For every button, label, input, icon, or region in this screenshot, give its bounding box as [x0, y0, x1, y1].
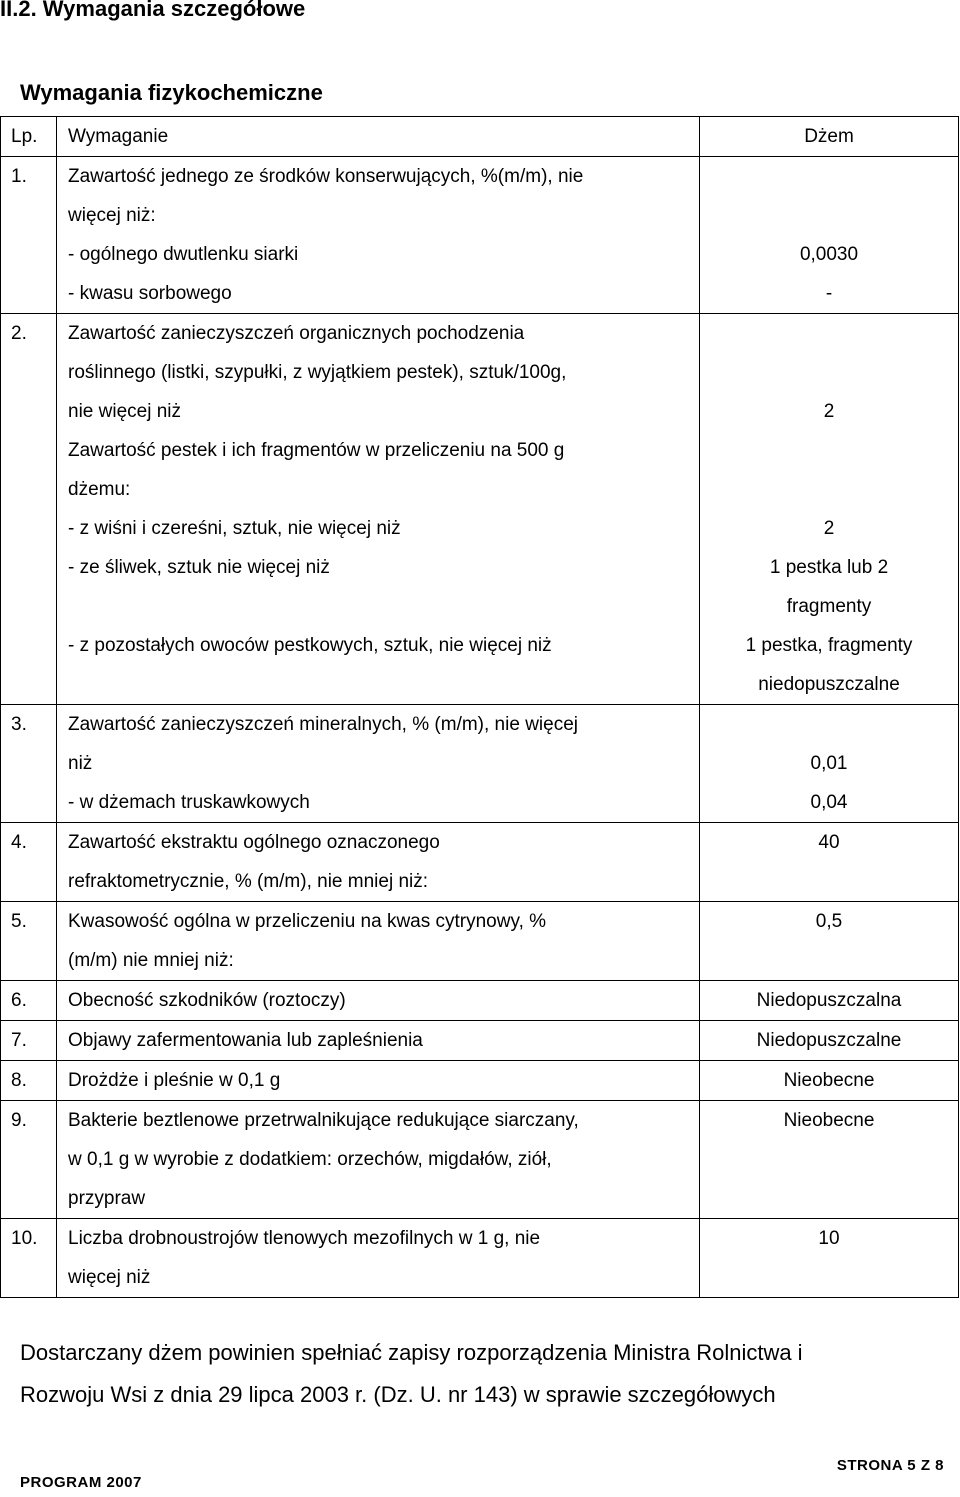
requirement-text: Liczba drobnoustrojów tlenowych mezofilnych w 1 g, nie [68, 1228, 541, 1249]
footer-paragraph [20, 1332, 945, 1416]
row-number: 1. [11, 166, 27, 187]
requirement-value [700, 353, 958, 392]
requirement-value [700, 705, 958, 744]
requirement-text: Obecność szkodników (roztoczy) [68, 990, 346, 1011]
row-number: 3. [11, 714, 27, 735]
requirement-value: 1 pestka lub 2 [769, 557, 889, 578]
requirement-text: Zawartość ekstraktu ogólnego oznaczonego [68, 832, 440, 853]
requirement-value: 2 [823, 518, 835, 539]
requirement-text [57, 665, 699, 704]
requirement-text: - z pozostałych owoców pestkowych, sztuk, nie więcej niż [68, 635, 552, 656]
requirement-text: niż [68, 753, 93, 774]
requirement-value: 10 [818, 1228, 840, 1249]
requirement-value: Niedopuszczalna [756, 990, 902, 1011]
requirement-value: 0,0030 [799, 244, 859, 265]
requirement-text: nie więcej niż [68, 401, 181, 422]
row-number: 6. [11, 990, 27, 1011]
requirement-value: Nieobecne [783, 1070, 875, 1091]
row-number: 5. [11, 911, 27, 932]
row-number: 2. [11, 323, 27, 344]
program-label: PROGRAM 2007 [20, 1474, 142, 1491]
requirement-value: - [825, 283, 833, 304]
header-value: Dżem [804, 126, 854, 147]
requirement-value [700, 157, 958, 196]
table-row [1, 902, 959, 981]
table-row [1, 823, 959, 902]
requirement-text: Bakterie beztlenowe przetrwalnikujące redukujące siarczany, [68, 1110, 579, 1131]
row-number: 8. [11, 1070, 27, 1091]
requirement-text: - ze śliwek, sztuk nie więcej niż [68, 557, 330, 578]
requirement-value: 0,04 [810, 792, 848, 813]
requirement-text: dżemu: [68, 479, 131, 500]
table-row [1, 314, 959, 705]
requirement-text [57, 587, 699, 626]
table-header-row [1, 117, 959, 157]
requirement-text: Kwasowość ogólna w przeliczeniu na kwas cytrynowy, % [68, 911, 547, 932]
requirement-text: więcej niż [68, 1267, 151, 1288]
requirement-value [700, 314, 958, 353]
requirement-value [700, 196, 958, 235]
requirement-text: (m/m) nie mniej niż: [68, 950, 234, 971]
requirement-text: - kwasu sorbowego [68, 283, 232, 304]
table-row [1, 157, 959, 314]
table-row [1, 1061, 959, 1101]
requirement-value: 2 [823, 401, 835, 422]
footer-paragraph-line: Dostarczany dżem powinien spełniać zapisy rozporządzenia Ministra Rolnictwa i [20, 1340, 803, 1365]
requirement-text: - z wiśni i czereśni, sztuk, nie więcej niż [68, 518, 401, 539]
table-row [1, 1021, 959, 1061]
requirement-value [700, 1179, 958, 1218]
header-requirement: Wymaganie [68, 126, 169, 147]
row-number: 10. [11, 1228, 38, 1249]
requirement-value [700, 1140, 958, 1179]
requirement-text: - ogólnego dwutlenku siarki [68, 244, 299, 265]
requirement-text: Drożdże i pleśnie w 0,1 g [68, 1070, 281, 1091]
requirement-value: 40 [818, 832, 840, 853]
requirement-value: fragmenty [786, 596, 872, 617]
requirement-text: przypraw [68, 1188, 146, 1209]
requirement-text: Objawy zafermentowania lub zapleśnienia [68, 1030, 423, 1051]
requirement-text: w 0,1 g w wyrobie z dodatkiem: orzechów, migdałów, ziół, [68, 1149, 552, 1170]
page-number: STRONA 5 Z 8 [836, 1457, 944, 1474]
requirement-value: 0,01 [810, 753, 848, 774]
requirement-text: więcej niż: [68, 205, 156, 226]
requirement-text: Zawartość pestek i ich fragmentów w przeliczeniu na 500 g [68, 440, 565, 461]
requirement-value [700, 470, 958, 509]
section-heading: II.2. Wymagania szczegółowe [0, 0, 306, 21]
requirement-value: Nieobecne [783, 1110, 875, 1131]
requirement-text: Zawartość jednego ze środków konserwujących, %(m/m), nie [68, 166, 584, 187]
requirement-text: - w dżemach truskawkowych [68, 792, 310, 813]
subheading: Wymagania fizykochemiczne [20, 80, 323, 105]
requirement-text: Zawartość zanieczyszczeń organicznych pochodzenia [68, 323, 525, 344]
table-row [1, 705, 959, 823]
row-number: 7. [11, 1030, 27, 1051]
requirement-value: niedopuszczalne [758, 674, 900, 695]
footer-paragraph-line: Rozwoju Wsi z dnia 29 lipca 2003 r. (Dz. U. nr 143) w sprawie szczegółowych [20, 1382, 776, 1407]
requirements-table [0, 116, 959, 1298]
table-row [1, 1101, 959, 1219]
requirement-text: refraktometrycznie, % (m/m), nie mniej niż: [68, 871, 429, 892]
requirement-value [700, 431, 958, 470]
row-number: 4. [11, 832, 27, 853]
requirement-text: roślinnego (listki, szypułki, z wyjątkiem pestek), sztuk/100g, [68, 362, 567, 383]
requirement-text: Zawartość zanieczyszczeń mineralnych, % (m/m), nie więcej [68, 714, 578, 735]
requirement-value: 0,5 [815, 911, 843, 932]
table-row [1, 1219, 959, 1298]
table-row [1, 981, 959, 1021]
requirement-value [700, 1258, 958, 1297]
row-number: 9. [11, 1110, 27, 1131]
requirement-value: Niedopuszczalne [756, 1030, 902, 1051]
header-lp: Lp. [11, 126, 38, 147]
requirement-value: 1 pestka, fragmenty [745, 635, 913, 656]
